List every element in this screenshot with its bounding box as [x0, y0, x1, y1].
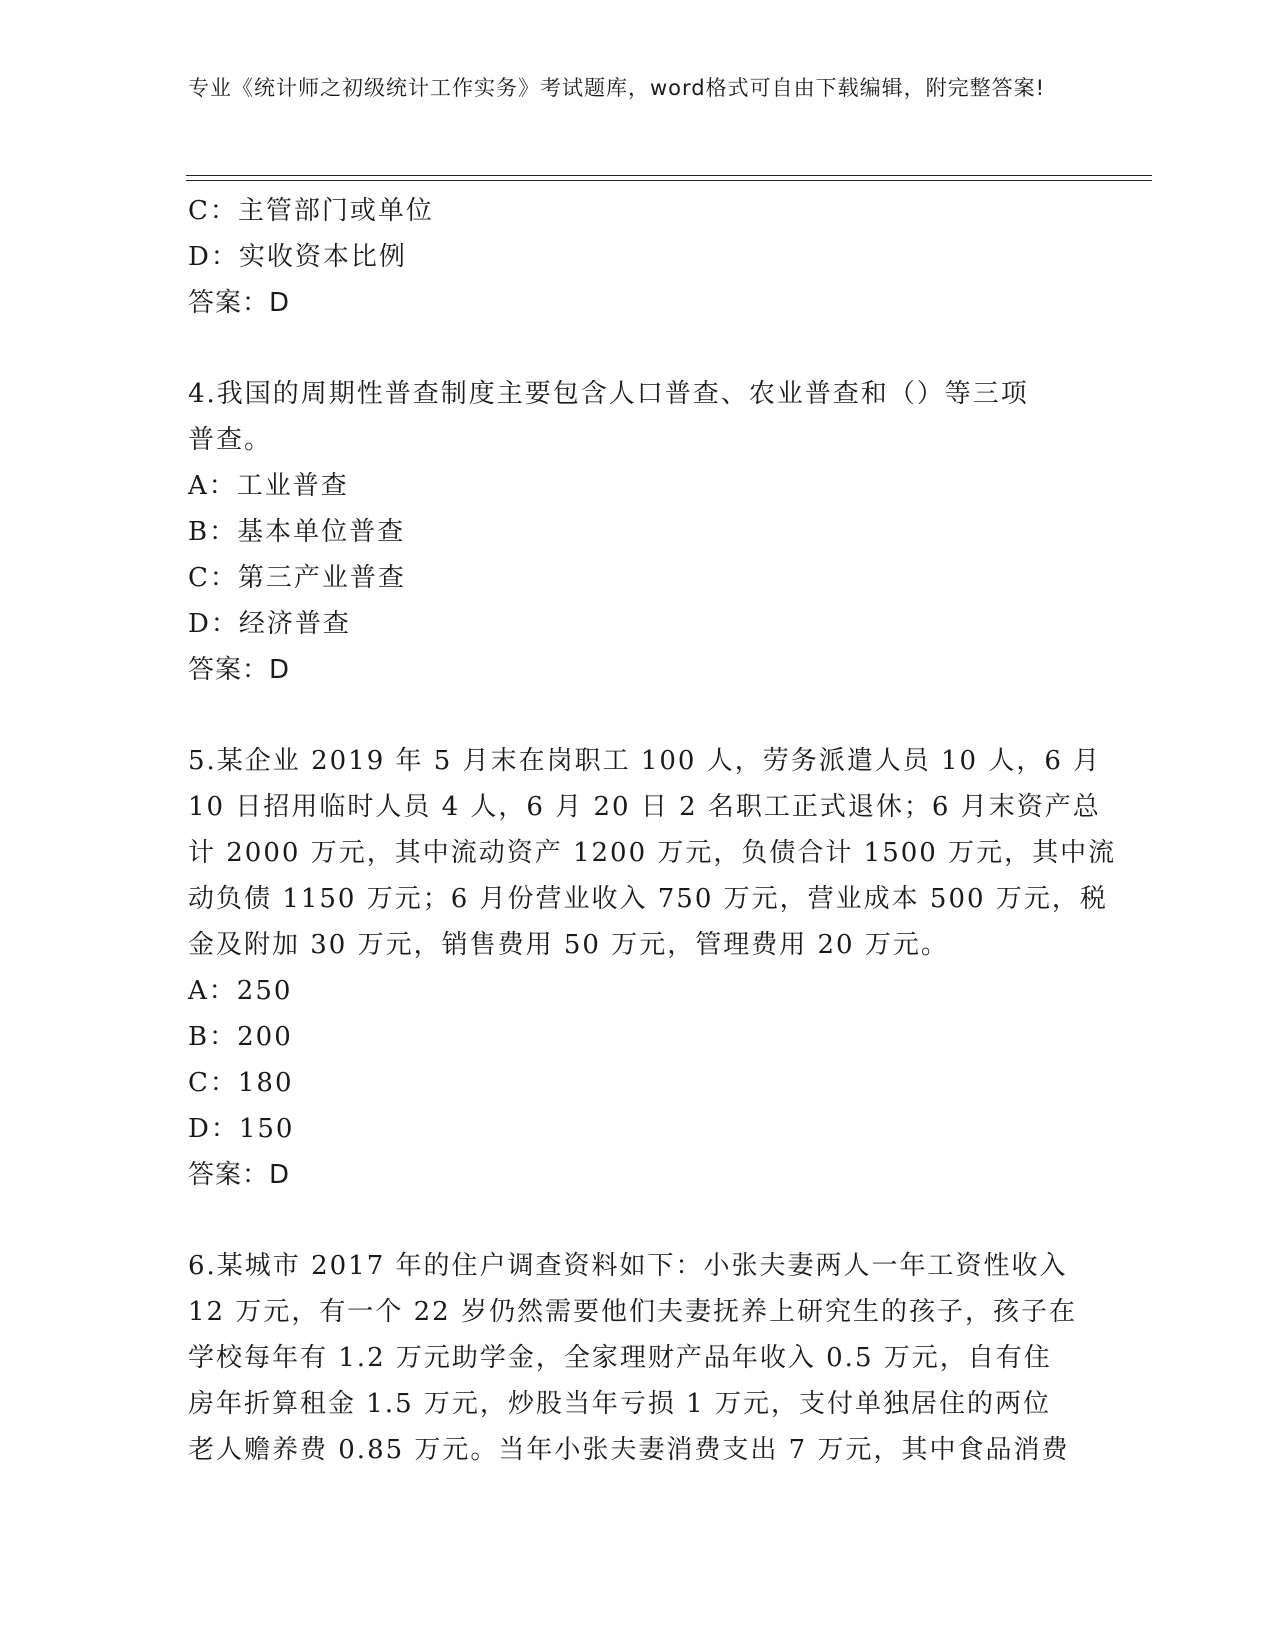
option-c: C：第三产业普查	[188, 563, 406, 593]
spacer	[188, 693, 1088, 738]
spacer	[188, 1198, 1088, 1243]
answer-line: 答案：D	[188, 1160, 291, 1190]
question-stem-line: 计 2000 万元，其中流动资产 1200 万元，负债合计 1500 万元，其中流	[188, 838, 1117, 868]
question-stem-line: 6.某城市 2017 年的住户调查资料如下：小张夫妻两人一年工资性收入	[188, 1251, 1068, 1281]
spacer	[188, 326, 1088, 371]
question-4	[188, 371, 1088, 693]
header-divider-bottom	[186, 180, 1152, 181]
question-stem-line: 老人赡养费 0.85 万元。当年小张夫妻消费支出 7 万元，其中食品消费	[188, 1435, 1070, 1465]
question-stem-line: 房年折算租金 1.5 万元，炒股当年亏损 1 万元，支付单独居住的两位	[188, 1389, 1051, 1419]
page-header: 专业《统计师之初级统计工作实务》考试题库，word格式可自由下载编辑，附完整答案!	[188, 76, 1046, 100]
option-b: B：基本单位普查	[188, 517, 406, 547]
option-d: D：实收资本比例	[188, 242, 407, 272]
question-stem-line: 12 万元，有一个 22 岁仍然需要他们夫妻抚养上研究生的孩子，孩子在	[188, 1297, 1077, 1327]
answer-line: 答案：D	[188, 655, 291, 685]
question-5	[188, 738, 1117, 1198]
question-stem-line: 学校每年有 1.2 万元助学金，全家理财产品年收入 0.5 万元，自有住	[188, 1343, 1052, 1373]
option-b: B：200	[188, 1022, 293, 1052]
question-list	[188, 188, 1117, 1473]
question-stem-line: 金及附加 30 万元，销售费用 50 万元，管理费用 20 万元。	[188, 930, 949, 960]
question-stem-line: 普查。	[188, 425, 273, 455]
option-d: D：150	[188, 1114, 295, 1144]
question-3-continuation	[188, 188, 1088, 326]
option-a: A：工业普查	[188, 471, 349, 501]
option-a: A：250	[188, 976, 293, 1006]
question-6	[188, 1243, 1088, 1473]
header-divider-top	[186, 175, 1152, 176]
option-d: D：经济普查	[188, 609, 351, 639]
option-c: C：180	[188, 1068, 294, 1098]
question-stem-line: 10 日招用临时人员 4 人，6 月 20 日 2 名职工正式退休；6 月末资产总	[188, 792, 1101, 822]
option-c: C：主管部门或单位	[188, 196, 434, 226]
question-stem-line: 4.我国的周期性普查制度主要包含人口普查、农业普查和（）等三项	[188, 379, 1029, 409]
question-stem-line: 动负债 1150 万元；6 月份营业收入 750 万元，营业成本 500 万元，税	[188, 884, 1108, 914]
answer-line: 答案：D	[188, 288, 291, 318]
question-stem-line: 5.某企业 2019 年 5 月末在岗职工 100 人，劳务派遣人员 10 人，6 月	[188, 746, 1102, 776]
